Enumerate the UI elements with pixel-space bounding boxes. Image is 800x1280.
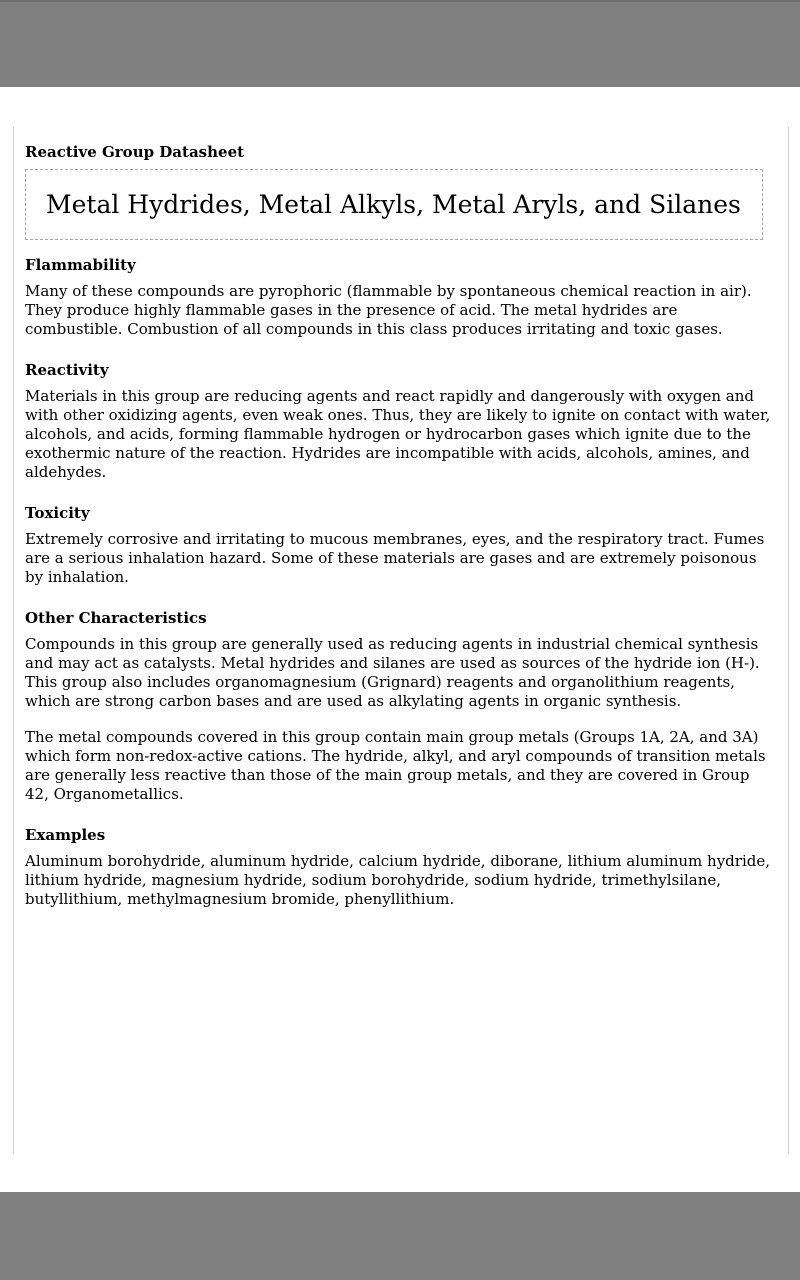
section-reactivity bbox=[25, 361, 777, 482]
section-flammability bbox=[25, 256, 777, 339]
section-heading: Examples bbox=[25, 826, 106, 844]
section-heading: Flammability bbox=[25, 256, 136, 274]
section-other-characteristics bbox=[25, 609, 777, 804]
document-page bbox=[13, 127, 789, 1154]
section-heading: Other Characteristics bbox=[25, 609, 207, 627]
bottom-toolbar bbox=[0, 1192, 800, 1280]
title-box bbox=[25, 169, 763, 240]
section-paragraph: The metal compounds covered in this group contain main group metals (Groups 1A, 2A, and 3A) which form non-redox-active cations. The hydride, alkyl, and aryl compounds of transition metals are generally less reactive than those of the main group metals, and they are covered in Group 42, Organometallics. bbox=[25, 728, 766, 803]
document-content bbox=[25, 142, 777, 909]
section-paragraph: Compounds in this group are generally used as reducing agents in industrial chemical synthesis and may act as catalysts. Metal hydrides and silanes are used as sources of the hydride ion (H-). This group also includes organomagnesium (Grignard) reagents and organolithium reagents, which are strong carbon bases and are used as alkylating agents in organic synthesis. bbox=[25, 635, 760, 710]
section-paragraph: Aluminum borohydride, aluminum hydride, calcium hydride, diborane, lithium aluminum hydride, lithium hydride, magnesium hydride, sodium borohydride, sodium hydride, trimethylsilane, butyllithium, methylmagnesium bromide, phenyllithium. bbox=[25, 852, 770, 908]
section-paragraph: Materials in this group are reducing agents and react rapidly and dangerously with oxygen and with other oxidizing agents, even weak ones. Thus, they are likely to ignite on contact with water, alcohols, and acids, forming flammable hydrogen or hydrocarbon gases which ignite due to the exothermic nature of the reaction. Hydrides are incompatible with acids, alcohols, amines, and aldehydes. bbox=[25, 387, 771, 481]
section-paragraph: Extremely corrosive and irritating to mucous membranes, eyes, and the respiratory tract. Fumes are a serious inhalation hazard. Some of these materials are gases and are extremely poisonous by inhalation. bbox=[25, 530, 765, 586]
section-paragraph: Many of these compounds are pyrophoric (flammable by spontaneous chemical reaction in air). They produce highly flammable gases in the presence of acid. The metal hydrides are combustible. Combustion of all compounds in this class produces irritating and toxic gases. bbox=[25, 282, 752, 338]
page-title: Metal Hydrides, Metal Alkyls, Metal Aryls, and Silanes bbox=[46, 189, 741, 219]
top-toolbar bbox=[0, 0, 800, 87]
datasheet-label: Reactive Group Datasheet bbox=[25, 143, 245, 161]
section-examples bbox=[25, 826, 777, 909]
section-heading: Toxicity bbox=[25, 504, 90, 522]
section-heading: Reactivity bbox=[25, 361, 109, 379]
section-toxicity bbox=[25, 504, 777, 587]
